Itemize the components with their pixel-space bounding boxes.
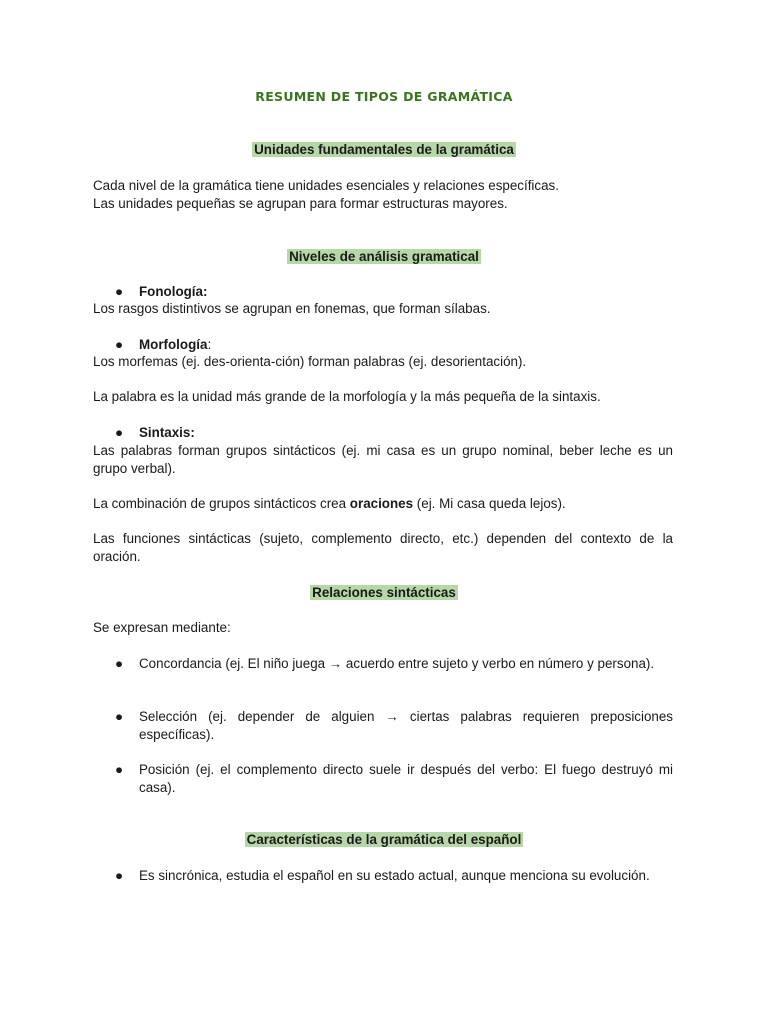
paragraph-palabra: La palabra es la unidad más grande de la morfología y la más pequeña de la sintaxis. [93,389,601,404]
list-item-text: Posición (ej. el complemento directo suele ir después del verbo: El fuego destruyó mi casa). [139,762,673,795]
paragraph-sintaxis: Las palabras forman grupos sintácticos (ej. mi casa es un grupo nominal, beber leche es un grupo verbal). [93,443,673,476]
bullet-icon: ● [115,762,124,777]
section-heading-text: Relaciones sintácticas [312,585,456,600]
paragraph-fonologia: Los rasgos distintivos se agrupan en fonemas, que forman sílabas. [93,301,491,316]
bullet-icon: ● [115,709,124,724]
term-label: Morfología [139,337,208,352]
list-item [93,708,673,743]
list-item-fonologia [93,283,673,301]
section-heading-text: Niveles de análisis gramatical [289,249,479,264]
paragraph-combinacion [93,495,673,513]
bullet-icon: ● [115,425,124,440]
section-heading-text: Unidades fundamentales de la gramática [254,142,514,157]
paragraph-line: Las unidades pequeñas se agrupan para formar estructuras mayores. [93,195,508,211]
bullet-icon: ● [115,284,124,299]
list-item-text: Selección (ej. depender de alguien → ciertas palabras requieren preposiciones específicas). [139,709,673,742]
section-heading-caracteristicas [0,831,768,849]
section-heading-relaciones [0,584,768,602]
term-colon: : [207,337,212,352]
paragraph-unidades [93,177,673,212]
list-item [93,761,673,796]
section-heading-text: Características de la gramática del español [246,832,522,847]
paragraph-morfologia: Los morfemas (ej. des-orienta-ción) forman palabras (ej. desorientación). [93,354,527,369]
paragraph-intro: Se expresan mediante: [93,620,231,635]
paragraph-funciones: Las funciones sintácticas (sujeto, complemento directo, etc.) dependen del contexto de la oración. [93,531,673,564]
text-run: La combinación de grupos sintácticos crea [93,496,350,511]
bullet-icon: ● [115,868,124,883]
list-item-sintaxis [93,424,673,442]
list-item-text: Es sincrónica, estudia el español en su estado actual, aunque menciona su evolución. [139,868,650,883]
document-title: RESUMEN DE TIPOS DE GRAMÁTICA [255,89,513,104]
list-item [93,867,673,885]
list-item [93,655,673,673]
list-item-morfologia [93,336,673,354]
text-run: (ej. Mi casa queda lejos). [413,496,566,511]
bullet-icon: ● [115,337,124,352]
term-label: Sintaxis: [139,425,195,440]
section-heading-unidades [0,141,768,159]
text-run-bold: oraciones [349,496,414,511]
section-heading-niveles [0,248,768,266]
term-label: Fonología: [139,284,208,299]
bullet-icon: ● [115,656,124,671]
paragraph-line: Cada nivel de la gramática tiene unidades esenciales y relaciones específicas. [93,178,559,193]
list-item-text: Concordancia (ej. El niño juega → acuerdo entre sujeto y verbo en número y persona). [139,656,655,671]
